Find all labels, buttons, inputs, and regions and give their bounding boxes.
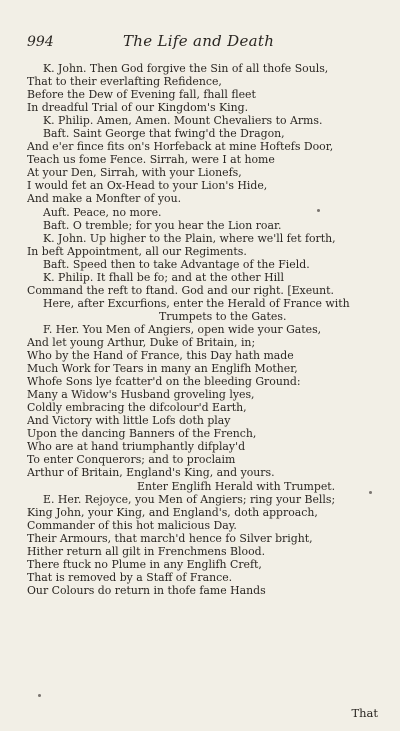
text-line: Upon the dancing Banners of the French,	[27, 427, 257, 441]
text-line: Trumpets to the Gates.	[159, 309, 287, 323]
text-line: K. Philip. It fhall be fo; and at the other Hill	[43, 270, 285, 284]
text-line: Teach us fome Fence. Sirrah, were I at home	[27, 153, 275, 167]
play-text	[27, 62, 380, 597]
text-line: And Victory with little Lofs doth play	[27, 414, 231, 428]
ink-speck	[38, 694, 41, 697]
text-line: Many a Widow's Husband groveling lyes,	[27, 388, 255, 402]
text-line: To enter Conquerors; and to proclaim	[27, 453, 236, 467]
text-line: At your Den, Sirrah, with your Lionefs,	[27, 166, 242, 180]
page-number: 994	[27, 34, 54, 50]
text-line: I would fet an Ox-Head to your Lion's Hide,	[27, 179, 268, 193]
text-line: Enter Englifh Herald with Trumpet.	[137, 479, 336, 493]
text-line: Who by the Hand of France, this Day hath made	[27, 349, 294, 363]
text-line: Our Colours do return in thofe fame Hands	[27, 583, 266, 597]
text-line: Auft. Peace, no more.	[43, 205, 162, 219]
ink-speck	[369, 491, 372, 494]
text-line: Who are at hand triumphantly difplay'd	[27, 440, 246, 454]
text-line: K. Philip. Amen, Amen. Mount Chevaliers to Arms.	[43, 114, 323, 128]
text-line: And let young Arthur, Duke of Britain, in;	[27, 335, 256, 349]
text-line: Commander of this hot malicious Day.	[27, 518, 237, 532]
text-line: Much Work for Tears in many an Englifh Mother,	[27, 362, 298, 376]
text-line: There ftuck no Plume in any Englifh Creft,	[27, 557, 262, 571]
text-line: In dreadful Trial of our Kingdom's King.	[27, 101, 249, 115]
text-line: Baft. Saint George that fwing'd the Dragon,	[43, 127, 285, 141]
text-line: E. Her. Rejoyce, you Men of Angiers; ring your Bells;	[43, 492, 336, 506]
text-line: In beft Appointment, all our Regiments.	[27, 244, 247, 258]
text-line: Arthur of Britain, England's King, and yours.	[27, 466, 275, 480]
text-line: And e'er fince fits on's Horfeback at mine Hoftefs Door,	[27, 140, 334, 154]
catchword: That	[351, 706, 378, 720]
text-line: Command the reft to ftand. God and our right. [Exeunt.	[27, 283, 335, 297]
text-line: F. Her. You Men of Angiers, open wide your Gates,	[43, 322, 322, 336]
text-line: Here, after Excurfions, enter the Herald of France with	[43, 296, 350, 310]
text-line: Their Armours, that march'd hence fo Silver bright,	[27, 531, 313, 545]
text-line: Baft. O tremble; for you hear the Lion roar.	[43, 218, 282, 232]
text-line: That is removed by a Staff of France.	[27, 570, 233, 584]
text-line: Whofe Sons lye fcatter'd on the bleeding Ground:	[27, 375, 301, 389]
text-line: That to their everlafting Refidence,	[27, 75, 222, 89]
text-line: Hither return all gilt in Frenchmens Blood.	[27, 544, 266, 558]
text-line: Before the Dew of Evening fall, fhall fleet	[27, 88, 256, 102]
text-line: Baft. Speed then to take Advantage of the Field.	[43, 257, 310, 271]
text-line: King John, your King, and England's, doth approach,	[27, 505, 318, 519]
text-line: Coldly embracing the difcolour'd Earth,	[27, 401, 247, 415]
running-title: The Life and Death	[123, 32, 275, 50]
ink-speck	[317, 209, 320, 212]
text-line: K. John. Up higher to the Plain, where we'll fet forth,	[43, 231, 336, 245]
page-header	[27, 32, 380, 56]
text-line: K. John. Then God forgive the Sin of all thofe Souls,	[43, 62, 329, 75]
text-line: And make a Monfter of you.	[27, 192, 182, 206]
